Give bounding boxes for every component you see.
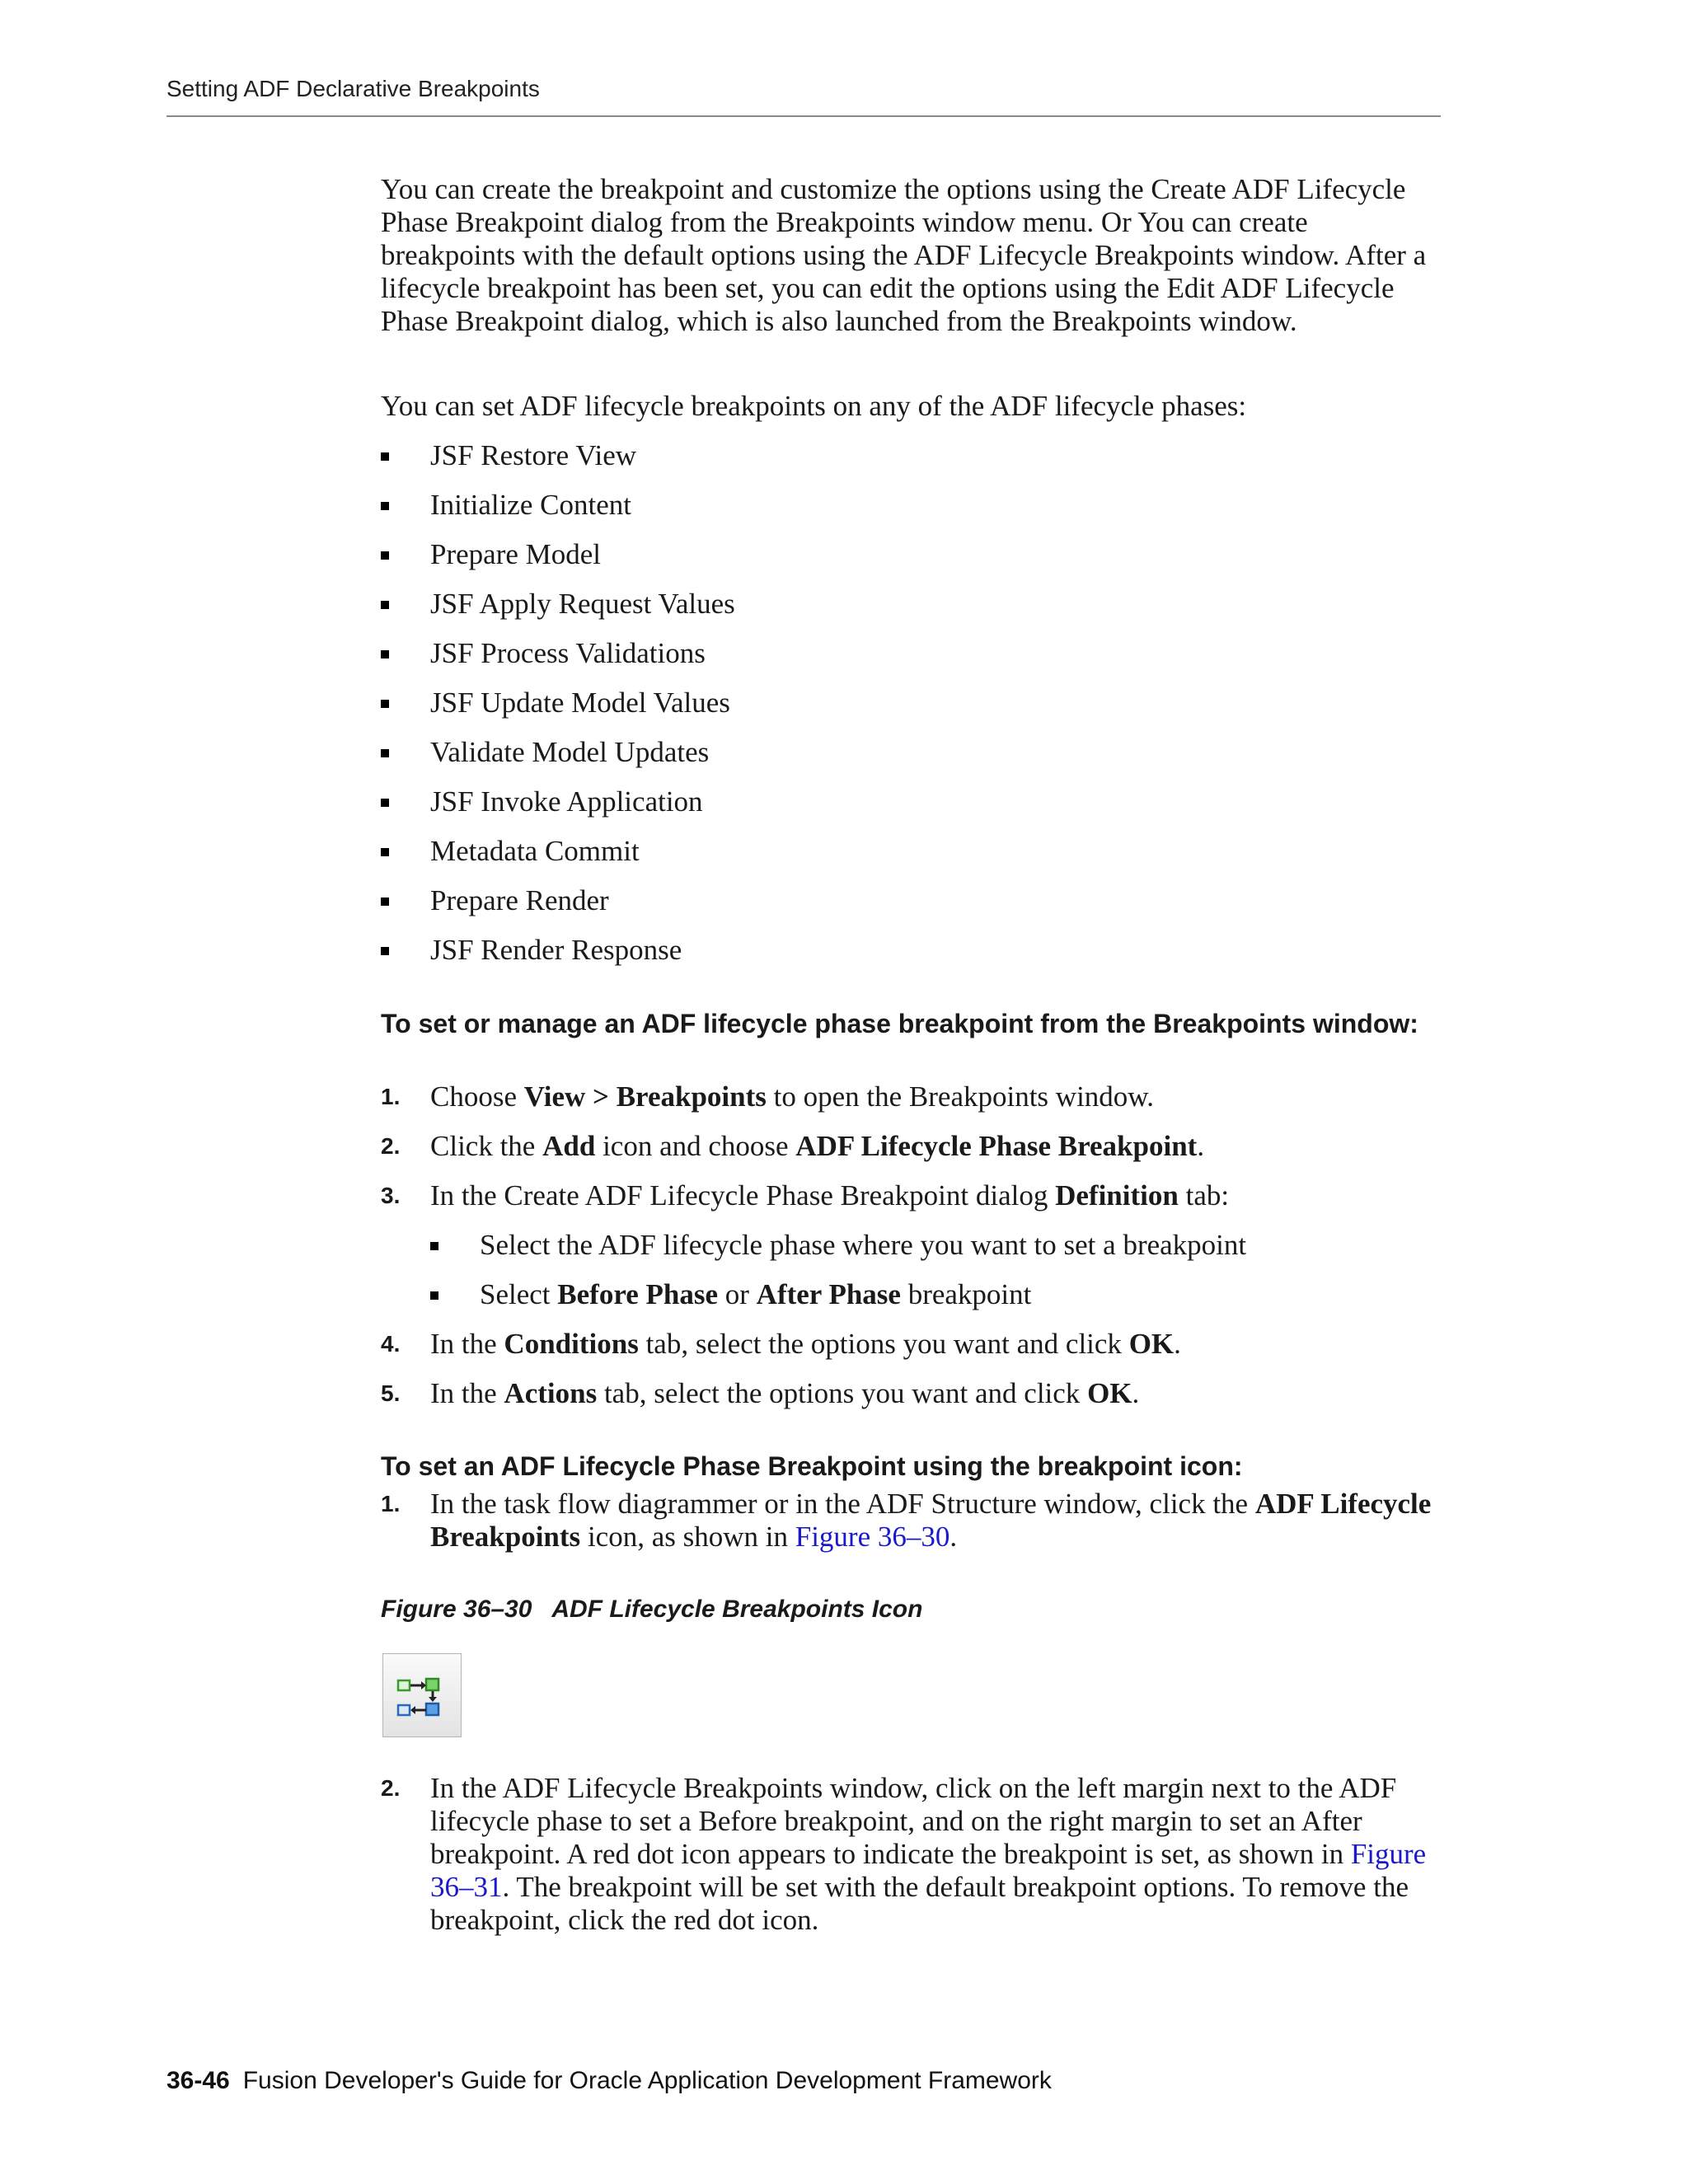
bullet-icon	[381, 749, 389, 757]
breakpoint-icon	[383, 1654, 461, 1736]
procedure-heading: To set or manage an ADF lifecycle phase breakpoint from the Breakpoints window:	[381, 1009, 1418, 1038]
bullet-icon	[381, 452, 389, 461]
adf-lifecycle-breakpoints-icon	[382, 1653, 462, 1737]
phases-intro: You can set ADF lifecycle breakpoints on any of the ADF lifecycle phases:	[381, 390, 1247, 422]
bullet-icon	[381, 650, 389, 658]
running-header: Setting ADF Declarative Breakpoints	[166, 76, 540, 101]
bullet-icon	[381, 502, 389, 510]
bullet-icon	[430, 1291, 438, 1300]
bullet-icon	[381, 848, 389, 856]
figure-title: ADF Lifecycle Breakpoints Icon	[551, 1596, 923, 1623]
page-footer	[166, 2067, 1052, 2095]
bullet-icon	[381, 700, 389, 708]
intro-paragraph: You can create the breakpoint and customize the options using the Create ADF Lifecycle Phase Breakpoint dialog from the Breakpoints window menu. Or You can create breakpoints with the default options using the ADF Lifecycle Breakpoints window. After a lifecycle breakpoint has been set, you can edit the options using the Edit ADF Lifecycle Phase Breakpoint dialog, which is also launched from the Breakpoints window.	[381, 173, 1427, 337]
figure-link[interactable]: Figure 36–31	[430, 1838, 1427, 1903]
book-title: Fusion Developer's Guide for Oracle Application Development Framework	[242, 2067, 1052, 2094]
bullet-icon	[381, 799, 389, 807]
bullet-icon	[381, 947, 389, 955]
figure-link[interactable]: Figure 36–30	[795, 1521, 950, 1553]
procedure-heading: To set an ADF Lifecycle Phase Breakpoint using the breakpoint icon:	[381, 1451, 1243, 1481]
header-rule	[166, 115, 1441, 117]
bullet-icon	[381, 551, 389, 560]
figure-label: Figure 36–30	[381, 1596, 532, 1623]
bullet-icon	[430, 1242, 438, 1250]
page-number: 36-46	[166, 2067, 230, 2094]
bullet-icon	[381, 601, 389, 609]
bullet-icon	[381, 898, 389, 906]
figure-caption	[381, 1596, 922, 1624]
